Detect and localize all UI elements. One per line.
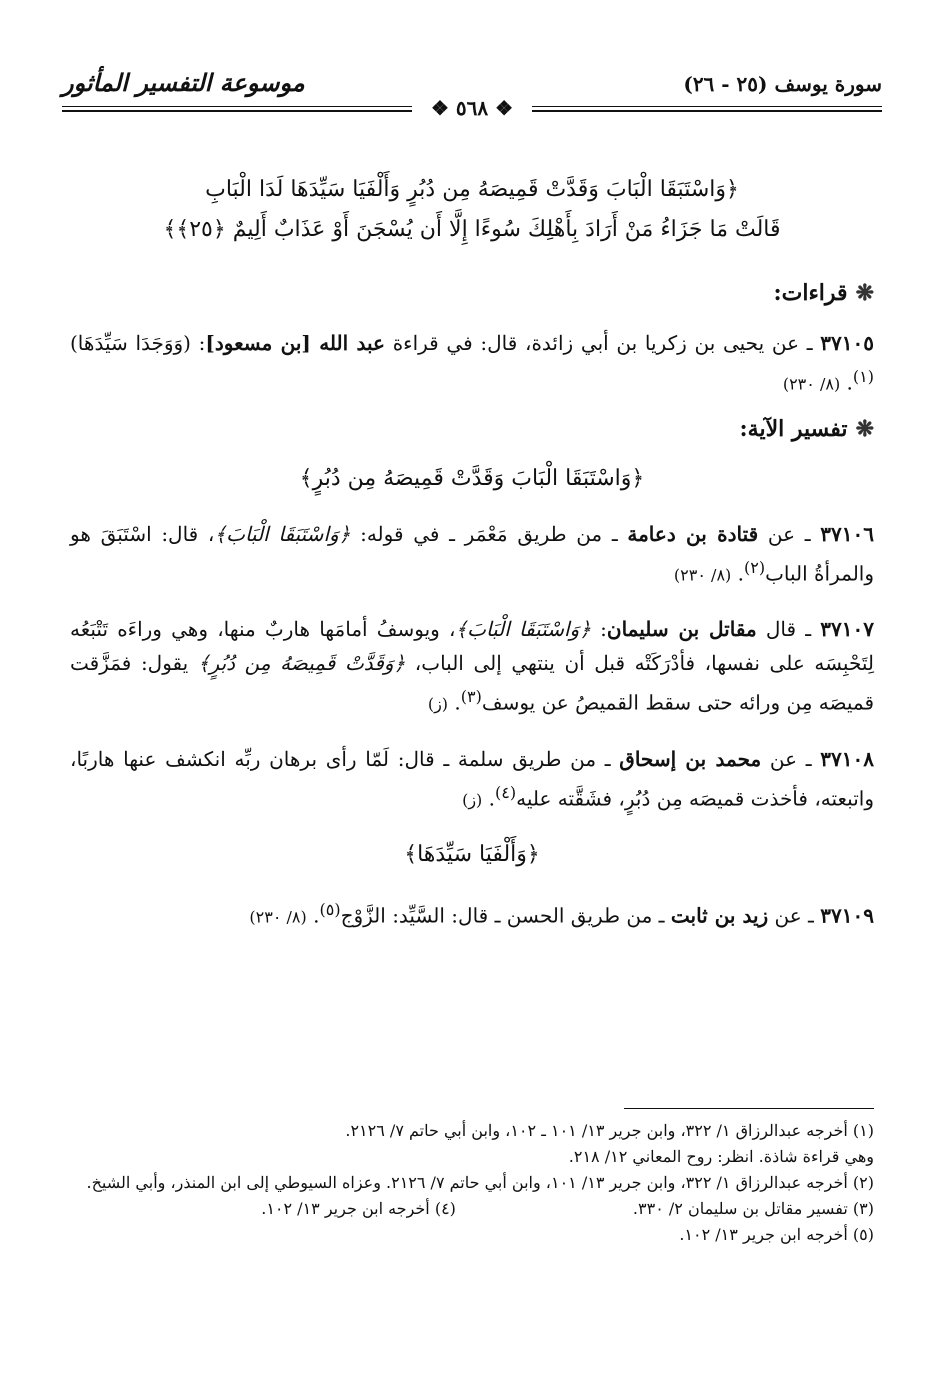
quran-quote: ﴿وَقَدَّتْ قَمِيصَهُ مِن دُبُرٍ﴾ (197, 651, 406, 676)
surah-title: سورة يوسف (٢٥ - ٢٦) (683, 72, 882, 96)
footnote-1-note: وهي قراءة شاذة. انظر: روح المعاني ١٢/ ٢١٨. (568, 1147, 874, 1166)
narrator-name: قتادة بن دعامة (627, 521, 759, 546)
ornament-icon: ❖ (430, 96, 456, 120)
narration-number: ٣٧١٠٥ (820, 331, 875, 355)
footnote-1: (١) أخرجه عبدالرزاق ١/ ٣٢٢، وابن جرير ١٣/ ١٠١ ـ ١٠٢، وابن أبي حاتم ٧/ ٢١٢٦. (345, 1121, 874, 1140)
verse-line: ﴿وَاسْتَبَقَا الْبَابَ وَقَدَّتْ قَمِيصَهُ مِن دُبُرٍ وَأَلْفَيَا سَيِّدَهَا لَدَا الْبَابِ (205, 177, 739, 202)
footnote-marker[interactable]: (٤) (495, 782, 517, 802)
narration-number: ٣٧١٠٦ (820, 521, 874, 546)
flower-icon: ❋ (855, 415, 874, 442)
verse-line: قَالَتْ مَا جَزَاءُ مَنْ أَرَادَ بِأَهْلِكَ سُوءًا إِلَّا أَن يُسْجَنَ أَوْ عَذَابٌ أَلِيمٌ ﴿٢٥﴾﴾ (163, 217, 781, 242)
footnote-marker[interactable]: (٥) (319, 899, 341, 919)
footnotes (70, 1118, 874, 1248)
narrator-name: زيد بن ثابت (670, 903, 769, 928)
footnote-row (70, 1196, 874, 1222)
footnote-marker[interactable]: (٣) (460, 687, 482, 707)
narration-37108: ٣٧١٠٨ ـ عن محمد بن إسحاق ـ من طريق سلمة ـ قال: لَمّا رأى برهان ربِّه انكشف عنها هاربًا، واتبعته، فأخذت قميصَه مِن دُبُرٍ، فشَقَّته عليه$^{(٤)}$. (ز) (70, 746, 875, 811)
ornament-icon: ❖ (488, 96, 514, 120)
narration-number: ٣٧١٠٨ (820, 746, 875, 771)
footnote-marker[interactable]: (٢) (744, 557, 766, 577)
footnote-divider (624, 1108, 874, 1109)
footnote-3: (٣) تفسير مقاتل بن سليمان ٢/ ٣٣٠. (632, 1199, 874, 1218)
narrator-name: عبد الله [بن مسعود] (205, 331, 385, 355)
quran-quote: ﴿وَاسْتَبَقَا الْبَابَ﴾ (214, 521, 351, 546)
narration-37109: ٣٧١٠٩ ـ عن زيد بن ثابت ـ من طريق الحسن ـ قال: السَّيِّد: الزَّوْج$^{(٥)}$. (٨/ ٢٣٠) (249, 899, 874, 928)
quran-verse-block (70, 170, 874, 250)
footnote-4: (٤) أخرجه ابن جرير ١٣/ ١٠٢. (261, 1199, 456, 1218)
book-title: موسوعة التفسير المأثور (62, 68, 305, 97)
narration-37105: ٣٧١٠٥ ـ عن يحيى بن زكريا بن أبي زائدة، قال: في قراءة عبد الله [بن مسعود]: (وَوَجَدَا سَيِّدَهَا)$^{(١)}$. (٨/ ٢٣٠) (70, 331, 875, 395)
source-ref: (٨/ ٢٣٠) (673, 565, 732, 585)
source-ref: (ز) (427, 694, 449, 714)
narrator-name: مقاتل بن سليمان (606, 617, 757, 642)
narration-number: ٣٧١٠٧ (820, 617, 874, 642)
narration-37107: ٣٧١٠٧ ـ قال مقاتل بن سليمان: ﴿وَاسْتَبَقَا الْبَابَ﴾، ويوسفُ أمامَها هاربٌ منها، وهي وراءَه تَتْبَعُه لِتَحْبِسَه على نفسها، فأدْرَكَتْه قبل أن ينتهي إلى الباب، ﴿وَقَدَّتْ قَمِيصَهُ مِن دُبُرٍ﴾ يقول: فمَزَّقت قميصَه مِن ورائه حتى سقط القميصُ عن يوسف$^{(٣)}$. (ز) (70, 617, 875, 715)
section-heading-tafsir: ❋تفسير الآية: (739, 415, 874, 442)
sub-verse-heading: ﴿وَاسْتَبَقَا الْبَابَ وَقَدَّتْ قَمِيصَهُ مِن دُبُرٍ﴾ (299, 465, 645, 491)
narrator-name: محمد بن إسحاق (619, 746, 762, 771)
footnote-5: (٥) أخرجه ابن جرير ١٣/ ١٠٢. (679, 1225, 874, 1244)
source-ref: (٨/ ٢٣٠) (249, 907, 307, 927)
main-content (70, 170, 874, 948)
source-ref: (٨/ ٢٣٠) (782, 374, 841, 394)
source-ref: (ز) (462, 790, 483, 810)
footnote-marker[interactable]: (١) (852, 367, 874, 386)
page-header (62, 60, 882, 130)
narration-number: ٣٧١٠٩ (820, 903, 874, 928)
page-number: ❖ ٥٦٨ ❖ (412, 93, 532, 123)
flower-icon: ❋ (855, 280, 874, 306)
sub-verse-heading: ﴿وَأَلْفَيَا سَيِّدَهَا﴾ (404, 841, 540, 867)
section-heading-readings: ❋قراءات: (773, 280, 874, 306)
narration-37106: ٣٧١٠٦ ـ عن قتادة بن دعامة ـ من طريق مَعْمَر ـ في قوله: ﴿وَاسْتَبَقَا الْبَابَ﴾، قال: اسْتَبَقَ هو والمرأةُ الباب$^{(٢)}$. (٨/ ٢٣٠) (70, 521, 874, 586)
quran-quote: ﴿وَاسْتَبَقَا الْبَابَ﴾ (455, 617, 591, 642)
footnote-2: (٢) أخرجه عبدالرزاق ١/ ٣٢٢، وابن جرير ١٣/ ١٠١، وابن أبي حاتم ٧/ ٢١٢٦. وعزاه السيوطي إلى ابن المنذر، وأبي الشيخ. (86, 1173, 874, 1192)
